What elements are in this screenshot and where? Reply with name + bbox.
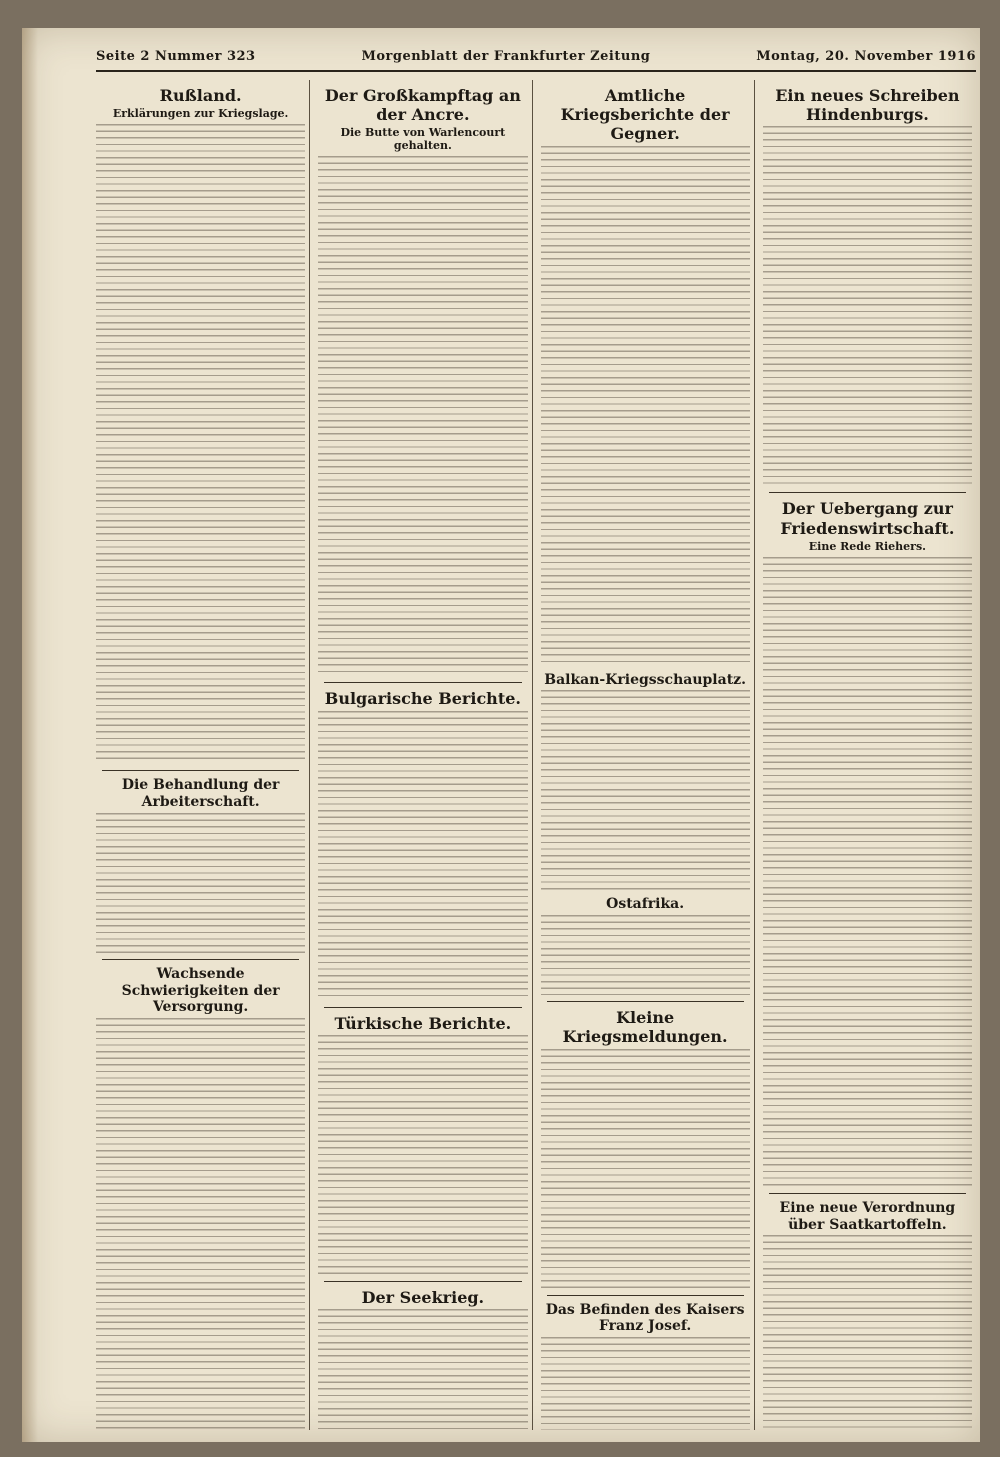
divider: [547, 1295, 744, 1296]
column-3: [541, 80, 755, 1430]
column-1: [96, 80, 310, 1430]
article-text: [96, 1018, 305, 1430]
article-text: [541, 915, 750, 995]
article-text: [318, 1309, 527, 1430]
article-text: [763, 1235, 972, 1430]
headline-tuerkische-berichte: Türkische Berichte.: [334, 1013, 512, 1033]
divider: [769, 1193, 966, 1194]
article-text: [318, 1035, 527, 1275]
headline-ancre: Der Großkampftag an der Ancre.: [324, 86, 521, 125]
header-rule: [96, 70, 976, 72]
page-header: [96, 46, 976, 66]
subhead-rede-riehers: Eine Rede Riehers.: [808, 539, 926, 553]
headline-versorgung: Wachsende Schwierigkeiten der Versorgung.: [121, 965, 280, 1016]
columns: [96, 80, 976, 1430]
divider: [324, 1281, 521, 1282]
article-text: [541, 690, 750, 890]
divider: [102, 770, 299, 771]
headline-seekrieg: Der Seekrieg.: [361, 1287, 485, 1307]
headline-kaiser-franz-josef: Das Befinden des Kaisers Franz Josef.: [545, 1301, 745, 1335]
article-text: [541, 146, 750, 666]
headline-kleine-kriegsmeldungen: Kleine Kriegsmeldungen.: [562, 1008, 728, 1047]
divider: [102, 959, 299, 960]
binding-stain: [22, 28, 38, 1442]
divider: [769, 492, 966, 493]
headline-russland: Rußland.: [159, 86, 242, 105]
article-text: [96, 124, 305, 764]
headline-amtliche-kriegsberichte: Amtliche Kriegsberichte der Gegner.: [560, 86, 730, 144]
headline-friedenswirtschaft: Der Uebergang zur Friedenswirtschaft.: [780, 499, 955, 538]
headline-bulgarische-berichte: Bulgarische Berichte.: [324, 689, 521, 709]
header-page-number: Seite 2 Nummer 323: [96, 48, 256, 64]
headline-ostafrika: Ostafrika.: [606, 896, 685, 913]
divider: [547, 1001, 744, 1002]
column-4: [763, 80, 976, 1430]
article-text: [763, 126, 972, 486]
column-2: [318, 80, 532, 1430]
headline-saatkartoffeln: Eine neue Verordnung über Saatkartoffeln.: [779, 1199, 956, 1233]
article-text: [318, 711, 527, 1001]
subhead-warlencourt: Die Butte von Warlencourt gehalten.: [340, 126, 506, 153]
header-date: Montag, 20. November 1916: [756, 48, 976, 64]
header-masthead: Morgenblatt der Frankfurter Zeitung: [361, 48, 651, 64]
divider: [324, 1007, 521, 1008]
divider: [324, 682, 521, 683]
article-text: [541, 1337, 750, 1430]
article-text: [318, 156, 527, 676]
article-text: [96, 813, 305, 953]
newspaper-page: [22, 28, 980, 1442]
subhead-kriegslage: Erklärungen zur Kriegslage.: [112, 107, 289, 121]
article-text: [541, 1049, 750, 1289]
article-text: [763, 557, 972, 1187]
headline-balkan: Balkan-Kriegsschauplatz.: [544, 671, 746, 688]
headline-hindenburg: Ein neues Schreiben Hindenburgs.: [775, 86, 960, 125]
headline-arbeiterschaft: Die Behandlung der Arbeiterschaft.: [121, 777, 280, 810]
